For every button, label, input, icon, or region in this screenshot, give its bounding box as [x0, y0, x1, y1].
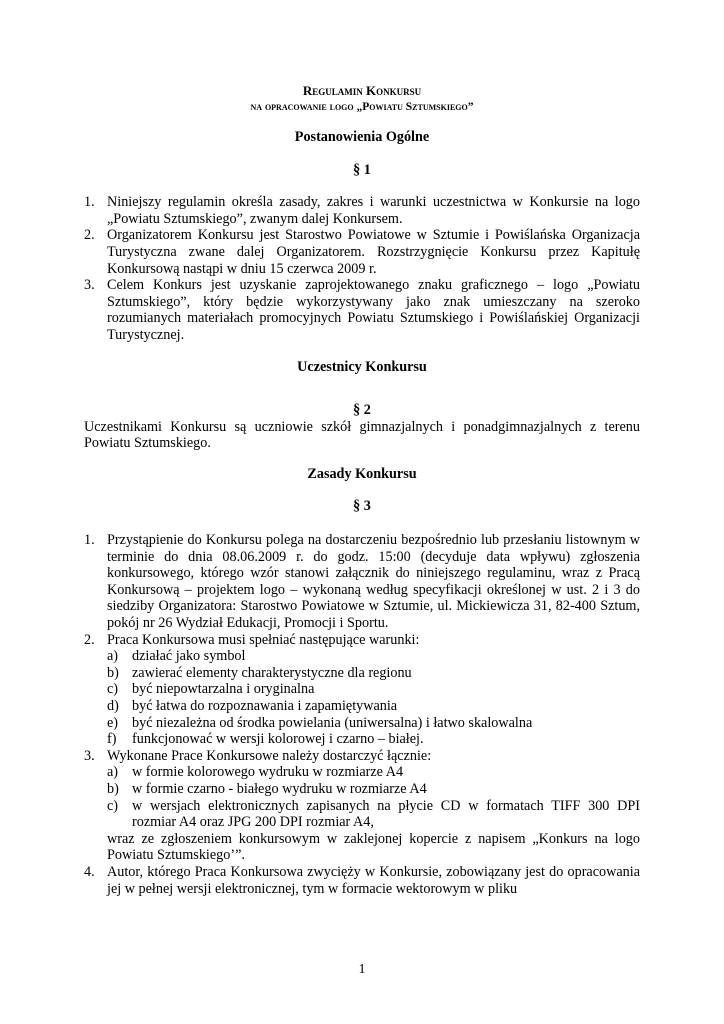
list-item-text: Autor, którego Praca Konkursowa zwycięży w Konkursie, zobowiązany jest do opracowania jej w pełnej wersji elektronicznej, tym w formacie wektorowym w pliku: [107, 863, 640, 897]
sublist-text: być niezależna od środka powielania (uniwersalna) i łatwo skalowalna: [132, 714, 533, 731]
list-item-text: Wykonane Prace Konkursowe należy dostarczyć łącznie:: [107, 747, 432, 764]
list-item: [84, 277, 640, 343]
list-item-text: Niniejszy regulamin określa zasady, zakres i warunki uczestnictwa w Konkursie na logo „Powiatu Sztumskiego”, zwanym dalej Konkursem.: [107, 194, 640, 227]
delivery-sublist: [107, 764, 640, 830]
sublist-item: [107, 648, 640, 665]
sublist-letter: a): [107, 648, 119, 665]
sublist-item: [107, 665, 640, 682]
list-item-number: 2.: [84, 227, 95, 244]
document-title-line1: Regulamin Konkursu: [302, 83, 422, 98]
sublist-text: w wersjach elektronicznych zapisanych na płycie CD w formatach TIFF 300 DPI rozmiar A4 oraz JPG 200 DPI rozmiar A4,: [132, 797, 640, 831]
paragraph-sign-2: § 2: [353, 402, 371, 419]
list-item: [84, 632, 640, 748]
list-item-text: Organizatorem Konkursu jest Starostwo Powiatowe w Sztumie i Powiślańska Organizacja Turystyczna zwane dalej Organizatorem. Rozstrzygnięcie Konkursu przez Kapitułę Konkursową nastąpi w dniu 15 czerwca 2009 r.: [107, 227, 640, 277]
rules-list: [84, 532, 640, 897]
list-item-number: 3.: [84, 747, 95, 764]
page-number: 1: [358, 962, 366, 977]
sublist-item: [107, 715, 640, 732]
sublist-text: w formie kolorowego wydruku w rozmiarze A4: [132, 764, 404, 781]
sublist-letter: b): [107, 664, 119, 681]
list-item: [84, 194, 640, 227]
section-heading-general: Postanowienia Ogólne: [294, 129, 430, 145]
list-item-number: 1.: [84, 532, 95, 549]
list-item: [84, 227, 640, 277]
sublist-text: działać jako symbol: [132, 648, 246, 665]
list-item-text: Praca Konkursowa musi spełniać następujące warunki:: [107, 631, 420, 648]
section-heading-rules: Zasady Konkursu: [307, 465, 417, 482]
sublist-item: [107, 681, 640, 698]
list-item-number: 3.: [84, 277, 95, 294]
sublist-letter: d): [107, 698, 119, 715]
list-item-number: 2.: [84, 631, 95, 648]
sublist-text: być niepowtarzalna i oryginalna: [132, 681, 315, 698]
document-page: [84, 80, 640, 897]
sublist-text: funkcjonować w wersji kolorowej i czarno – białej.: [132, 731, 424, 748]
sublist-letter: e): [107, 714, 119, 731]
sublist-letter: b): [107, 781, 119, 797]
sublist-letter: a): [107, 764, 119, 781]
sublist-text: być łatwa do rozpoznawania i zapamiętywania: [132, 698, 398, 715]
list-item-number: 4.: [84, 863, 95, 880]
sublist-text: zawierać elementy charakterystyczne dla regionu: [132, 664, 412, 681]
section-heading-participants: Uczestnicy Konkursu: [297, 358, 427, 375]
sublist-item: [107, 698, 640, 715]
list-item: [84, 532, 640, 632]
list-item: [84, 864, 640, 897]
sublist-item: [107, 731, 640, 748]
list-item-number: 1.: [84, 194, 95, 211]
list-item-text: Przystąpienie do Konkursu polega na dostarczeniu bezpośrednio lub przesłaniu listownym w terminie do dnia 08.06.2009 r. do godz. 15:00 (decyduje data wpływu) zgłoszenia konkursowego, którego wzór stanowi załącznik do niniejszego regulaminu, wraz z Pracą Konkursową – projektem logo – wykonaną według specyfikacji określonej w ust. 2 i 3 do siedziby Organizatora: Starostwo Powiatowe w Sztumie, ul. Mickiewicza 31, 82-400 Sztum, pokój nr 26 Wydział Edukacji, Promocji i Sportu.: [107, 532, 640, 632]
sublist-letter: f): [107, 731, 117, 748]
participants-text: Uczestnikami Konkursu są uczniowie szkół gimnazjalnych i ponadgimnazjalnych z terenu Powiatu Sztumskiego.: [84, 418, 640, 452]
sublist-item: [107, 781, 640, 798]
sublist-letter: c): [107, 797, 119, 814]
sublist-text: w formie czarno - białego wydruku w rozmiarze A4: [132, 781, 427, 797]
paragraph-sign-3: § 3: [353, 497, 371, 514]
document-title-line2: na opracowanie logo „Powiatu Sztumskiego”: [250, 101, 474, 113]
sublist-letter: c): [107, 681, 119, 698]
sublist-item: [107, 764, 640, 781]
delivery-closing-text: wraz ze zgłoszeniem konkursowym w zaklejonej kopercie z napisem „Konkurs na logo Powiatu Sztumskiego’”.: [107, 830, 640, 864]
list-item: [84, 748, 640, 864]
general-list: [84, 194, 640, 343]
sublist-item: [107, 798, 640, 831]
conditions-sublist: [107, 648, 640, 748]
list-item-text: Celem Konkurs jest uzyskanie zaprojektowanego znaku graficznego – logo „Powiatu Sztumskiego”, który będzie wykorzystywany jako znak umieszczany na szeroko rozumianych materiałach promocyjnych Powiatu Sztumskiego i Powiślańskiej Organizacji Turystycznej.: [107, 277, 640, 343]
paragraph-sign-1: § 1: [353, 161, 371, 178]
